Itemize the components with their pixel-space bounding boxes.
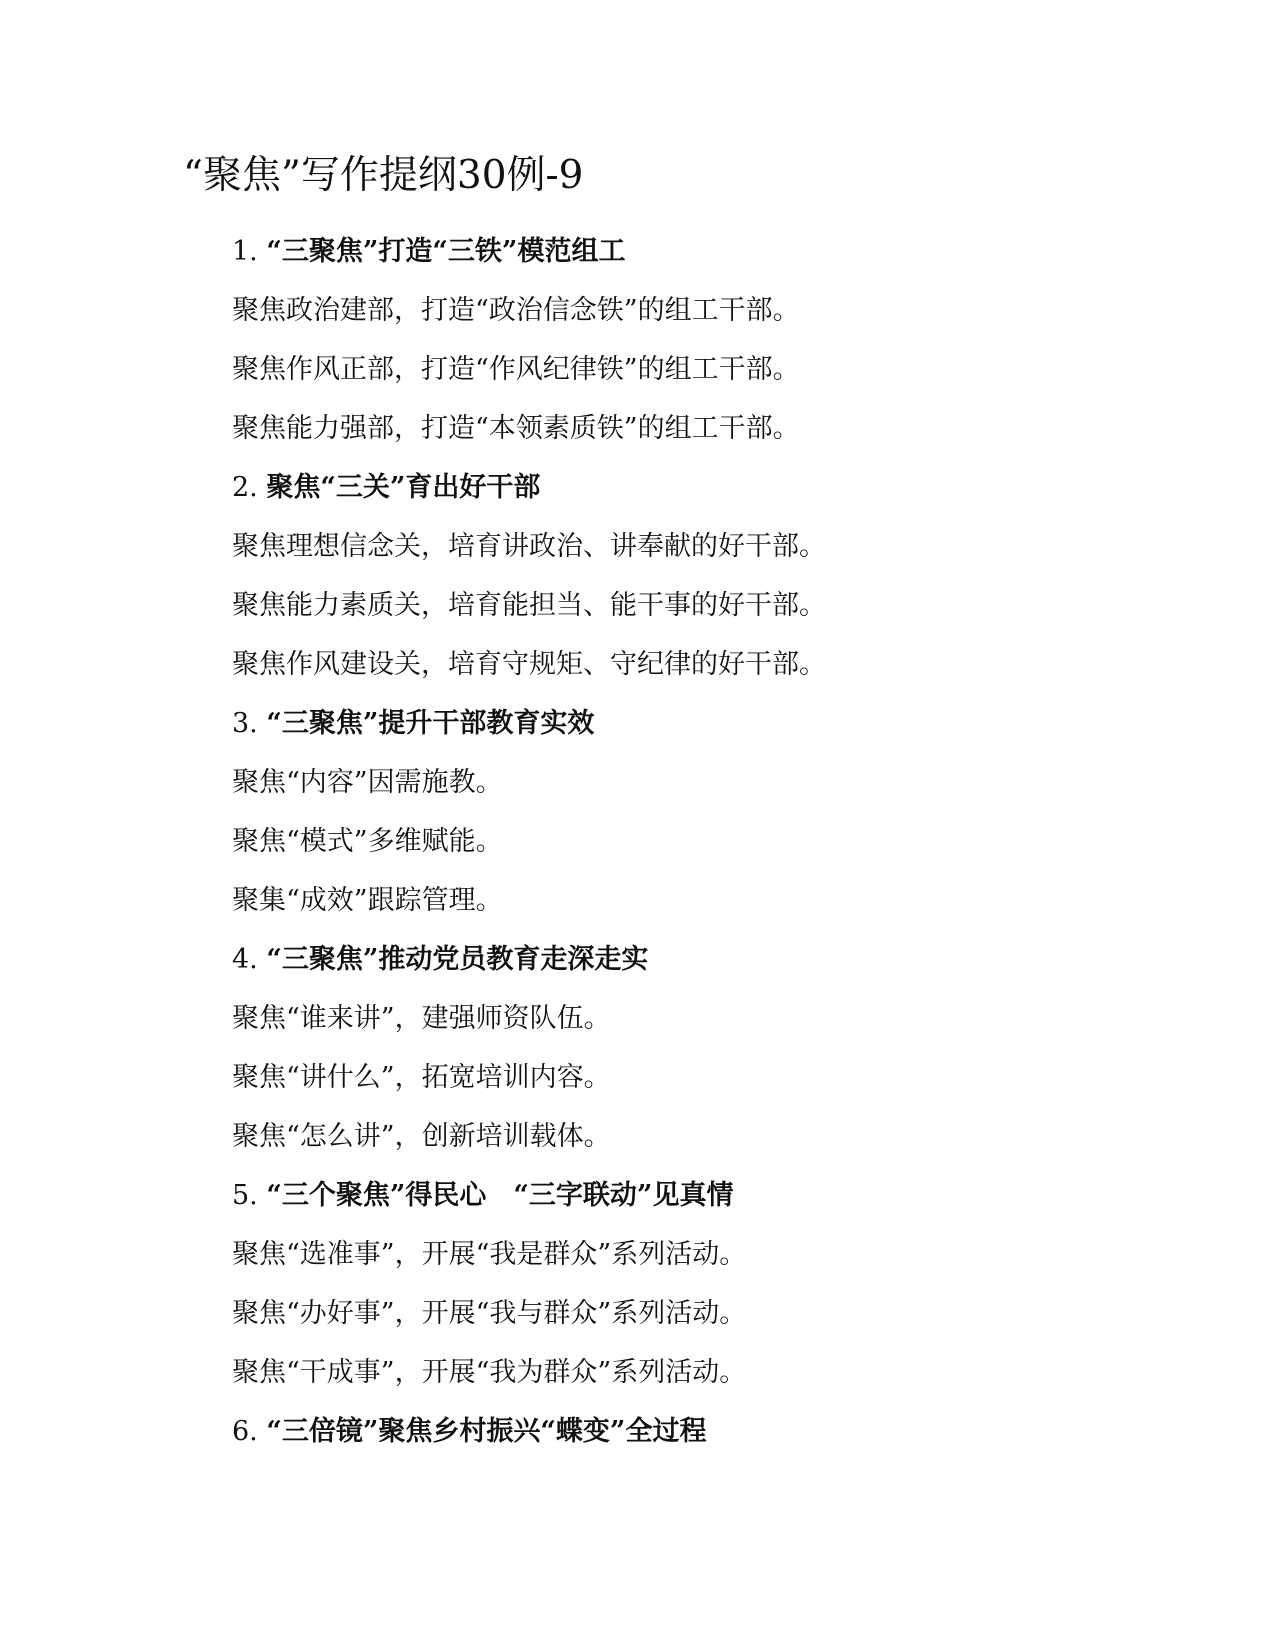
section-heading [232, 694, 1212, 753]
section-heading [232, 458, 1212, 517]
section-heading-text: “三聚焦”推动党员教育走深走实 [266, 944, 649, 975]
section-heading [232, 930, 1212, 989]
section-heading-text: “三个聚焦”得民心 “三字联动”见真情 [266, 1180, 734, 1211]
paragraph: 聚焦“办好事”，开展“我与群众”系列活动。 [232, 1298, 747, 1329]
section-number: 6. [232, 1416, 267, 1447]
paragraph: 聚焦作风建设关，培育守规矩、守纪律的好干部。 [232, 649, 826, 680]
paragraph: 聚焦作风正部，打造“作风纪律铁”的组工干部。 [232, 354, 800, 385]
section-number: 1. [232, 236, 267, 267]
section-heading-text: “三聚焦”提升干部教育实效 [266, 708, 595, 739]
paragraph: 聚焦“模式”多维赋能。 [232, 826, 503, 857]
section-heading [232, 222, 1212, 281]
section-number: 5. [232, 1180, 267, 1211]
document-body [232, 222, 1212, 1461]
section-heading-text: “三聚焦”打造“三铁”模范组工 [266, 236, 626, 267]
paragraph: 聚焦“内容”因需施教。 [232, 767, 503, 798]
paragraph: 聚集“成效”跟踪管理。 [232, 885, 503, 916]
section-number: 2. [232, 472, 267, 503]
section-heading [232, 1402, 1212, 1461]
paragraph: 聚焦“怎么讲”，创新培训载体。 [232, 1121, 611, 1152]
paragraph: 聚焦“选准事”，开展“我是群众”系列活动。 [232, 1239, 747, 1270]
paragraph: 聚焦政治建部，打造“政治信念铁”的组工干部。 [232, 295, 800, 326]
paragraph: 聚焦理想信念关，培育讲政治、讲奉献的好干部。 [232, 531, 826, 562]
section-heading-text: 聚焦“三关”育出好干部 [266, 472, 541, 503]
section-heading-text: “三倍镜”聚焦乡村振兴“蝶变”全过程 [266, 1416, 707, 1447]
section-number: 4. [232, 944, 267, 975]
section-number: 3. [232, 708, 267, 739]
paragraph: 聚焦“谁来讲”，建强师资队伍。 [232, 1003, 611, 1034]
document-title: “聚焦”写作提纲30例-9 [183, 153, 584, 198]
section-heading [232, 1166, 1212, 1225]
paragraph: 聚焦能力强部，打造“本领素质铁”的组工干部。 [232, 413, 800, 444]
paragraph: 聚焦“讲什么”，拓宽培训内容。 [232, 1062, 611, 1093]
paragraph: 聚焦能力素质关，培育能担当、能干事的好干部。 [232, 590, 826, 621]
paragraph: 聚焦“干成事”，开展“我为群众”系列活动。 [232, 1357, 747, 1388]
